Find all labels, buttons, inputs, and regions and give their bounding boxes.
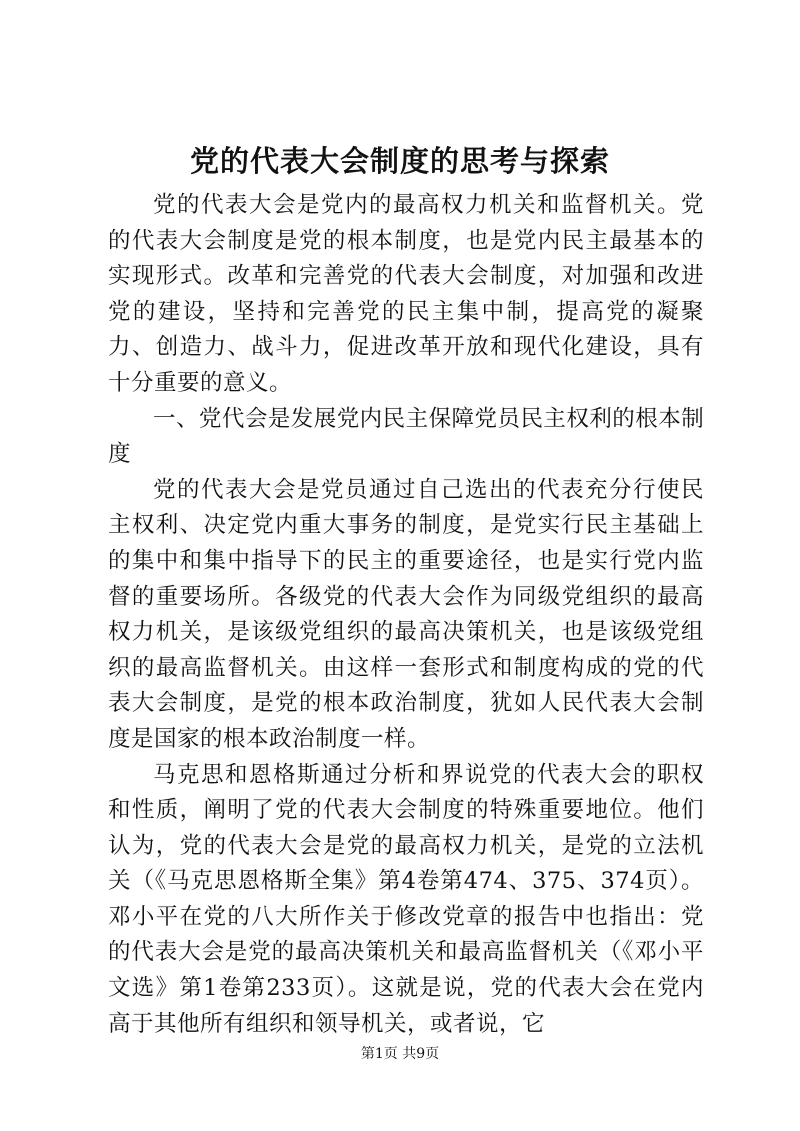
paragraph-intro: 党的代表大会是党内的最高权力机关和监督机关。党的代表大会制度是党的根本制度，也是党内民主最基本的实现形式。改革和完善党的代表大会制度，对加强和改进党的建设，坚持和完善党的民主集中制，提高党的凝聚力、创造力、战斗力，促进改革开放和现代化建设，具有十分重要的意义。	[108, 192, 704, 396]
paragraph-section-1: 党的代表大会是党员通过自己选出的代表充分行使民主权利、决定党内重大事务的制度，是党实行民主基础上的集中和集中指导下的民主的重要途径，也是实行党内监督的重要场所。各级党的代表大会作为同级党组织的最高权力机关，是该级党组织的最高决策机关，也是该级党组织的最高监督机关。由这样一套形式和制度构成的党的代表大会制度，是党的根本政治制度，犹如人民代表大会制度是国家的根本政治制度一样。	[108, 476, 704, 752]
paragraph-marx-engels: 马克思和恩格斯通过分析和界说党的代表大会的职权和性质，阐明了党的代表大会制度的特殊重要地位。他们认为，党的代表大会是党的最高权力机关，是党的立法机关（《马克思恩格斯全集》第4卷第474、375、374页）。邓小平在党的八大所作关于修改党章的报告中也指出：党的代表大会是党的最高决策机关和最高监督机关（《邓小平文选》第1卷第233页）。这就是说，党的代表大会在党内高于其他所有组织和领导机关，或者说，它	[108, 761, 704, 1037]
page-footer: 第1页 共9页	[360, 1046, 440, 1062]
section-heading-1: 一、党代会是发展党内民主保障党员民主权利的根本制度	[108, 405, 704, 468]
document-body	[108, 188, 704, 1042]
document-title: 党的代表大会制度的思考与探索	[189, 144, 610, 178]
